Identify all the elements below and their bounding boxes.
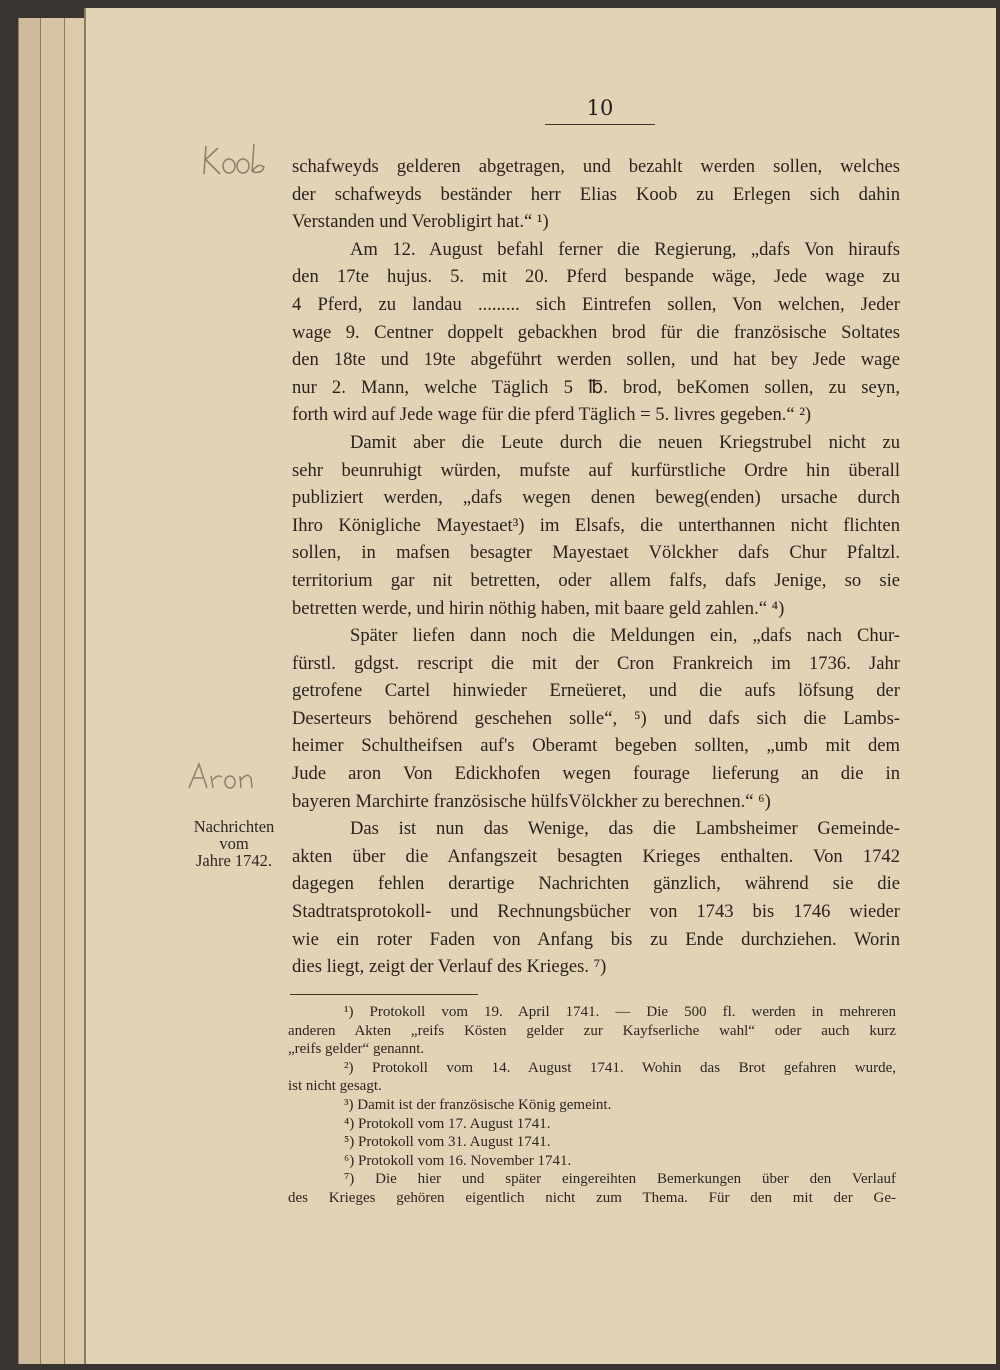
text-line: heimer Schultheifsen auf's Oberamt begeben sollten, „umb mit dem	[292, 735, 900, 757]
text-line: den 18te und 19te abgeführt werden sollen, und hat bey Jede wage	[292, 349, 900, 371]
footnote-line: ²) Protokoll vom 14. August 1741. Wohin das Brot gefahren wurde,	[344, 1059, 896, 1076]
footnote-line: ¹) Protokoll vom 19. April 1741. — Die 500 fl. werden in mehreren	[344, 1004, 896, 1020]
footnote-line: ist nicht gesagt.	[288, 1078, 382, 1095]
text-line: Später liefen dann noch die Meldungen ein, „dafs nach Chur-	[350, 625, 900, 647]
footnote-line: ⁵) Protokoll vom 31. August 1741.	[344, 1134, 551, 1151]
text-line: forth wird auf Jede wage für die pferd Täglich = 5. livres gegeben.“ ²)	[292, 404, 812, 426]
page-number-rule	[545, 124, 655, 125]
margin-note-line: Jahre 1742.	[195, 851, 273, 870]
margin-note-line: vom	[219, 834, 249, 853]
text-line: Damit aber die Leute durch die neuen Kriegstrubel nicht zu	[350, 431, 900, 453]
text-line: Das ist nun das Wenige, das die Lambsheimer Gemeinde-	[350, 818, 900, 840]
text-line: betretten werde, und hirin nöthig haben, mit baare geld zahlen.“ ⁴)	[292, 597, 785, 619]
text-line: dies liegt, zeigt der Verlauf des Krieges. ⁷)	[292, 956, 607, 978]
text-line: wie ein roter Faden von Anfang bis zu Ende durchziehen. Worin	[292, 928, 900, 950]
text-line: bayeren Marchirte französische hülfsVölckher zu berechnen.“ ⁶)	[292, 790, 771, 812]
text-line: Verstanden und Veroblіgirt hat.“ ¹)	[292, 211, 549, 233]
page-number: 10	[586, 96, 614, 120]
handwritten-note-koob	[200, 140, 270, 180]
text-line: nur 2. Mann, welche Täglich 5 ℔. brod, beKomen sollen, zu seyn,	[292, 376, 900, 398]
footnote-line: ⁷) Die hier und später eingereihten Bemerkungen über den Verlauf	[344, 1171, 896, 1188]
footnote-line: ⁶) Protokoll vom 16. November 1741.	[344, 1152, 572, 1169]
footnote-line: des Krieges gehören eigentlich nicht zum Thema. Für den mit der Ge-	[288, 1189, 896, 1206]
text-line: sollen, in mafsen besagter Mayestaet Völckher dafs Chur Pfaltzl.	[292, 542, 900, 564]
footnote-line: ³) Damit ist der französische König gemeint.	[344, 1096, 612, 1113]
text-line: Deserteurs behörend geschehen solle“, ⁵) und dafs sich die Lambs-	[292, 707, 900, 729]
margin-note-line: Nachrichten	[193, 817, 275, 836]
text-line: Stadtratsprotokoll- und Rechnungsbücher von 1743 bis 1746 wieder	[292, 901, 900, 923]
text-line: sehr beunruhigt würden, mufste auf kurfürstliche Ordre hin überall	[292, 459, 900, 481]
footnotes	[288, 1003, 896, 1208]
text-line: getrofene Cartel hinwieder Erneüeret, und die aufs löfsung der	[292, 680, 900, 702]
text-line: dagegen fehlen derartige Nachrichten gänzlich, während sie die	[292, 873, 900, 895]
text-line: akten über die Anfangszeit besagten Krieges enthalten. Von 1742	[292, 845, 900, 867]
text-line: der schafweyds beständer herr Elias Koob zu Erlegen sich dahin	[292, 183, 900, 205]
text-line: fürstl. gdgst. rescript die mit der Cron Frankreich im 1736. Jahr	[292, 652, 900, 674]
text-line: Jude aron Von Edickhofen wegen fourage lieferung an die in	[292, 763, 900, 785]
text-line: Am 12. August befahl ferner die Regierung, „dafs Von hiraufs	[350, 238, 900, 260]
text-line: publiziert werden, „dafs wegen denen beweg(enden) ursache durch	[292, 487, 900, 509]
footnote-line: „reifs gelder“ genannt.	[288, 1041, 425, 1058]
body-text	[292, 153, 900, 981]
text-line: schafweyds gelderen abgetragen, und bezahlt werden sollen, welches	[292, 156, 900, 177]
text-line: den 17te hujus. 5. mit 20. Pferd bespande wäge, Jede wage zu	[292, 266, 900, 288]
text-line: Ihro Königliche Mayestaet³) im Elsafs, die unterthannen nicht flichten	[292, 514, 900, 536]
footnote-line: ⁴) Protokoll vom 17. August 1741.	[344, 1115, 551, 1132]
footnote-rule	[290, 994, 478, 995]
text-line: territorium gar nit betretten, oder allem falfs, dafs Jenige, so sie	[292, 569, 900, 591]
footnote-line: anderen Akten „reifs Kösten gelder zur Kayfserliche wahl“ oder auch kurz	[288, 1022, 896, 1039]
text-line: wage 9. Centner doppelt gebackhen brod für die französische Soltates	[292, 321, 900, 343]
text-line: 4 Pferd, zu landau ......... sich Eintrefen sollen, Von welchen, Jeder	[292, 293, 900, 315]
handwritten-note-aron	[185, 760, 265, 794]
margin-note	[178, 818, 290, 869]
